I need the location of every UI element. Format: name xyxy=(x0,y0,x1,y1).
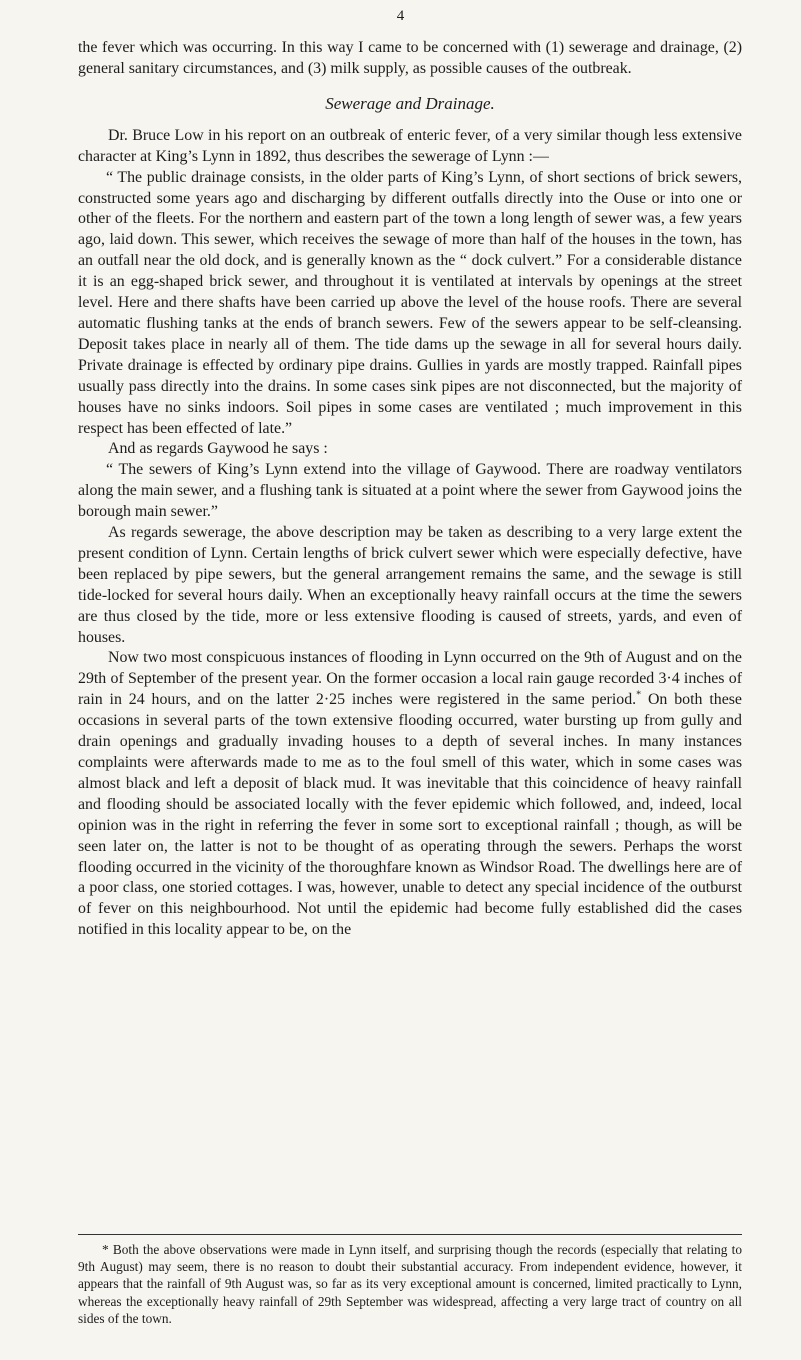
paragraph-gaywood-intro: And as regards Gaywood he says : xyxy=(108,440,328,458)
page-number: 4 xyxy=(396,8,405,24)
paragraph-sewerage-condition: As regards sewerage, the above description may be taken as describing to a very large extent the present condition of Lynn. Certain lengths of brick culvert sewer which were especially defective, have been replaced by pipe sewers, but the general arrangement remains the same, and the sewage is still tide-locked for several hours daily. When an exceptionally heavy rainfall occurs at the time the sewers are thus closed by the tide, more or less extensive flooding is caused of streets, yards, and even of houses. xyxy=(78,524,742,646)
footnote-mark: * xyxy=(636,689,642,701)
paragraph-flooding xyxy=(78,648,742,941)
footnote-area xyxy=(78,1234,742,1327)
intro-paragraph: the fever which was occurring. In this way I came to be concerned with (1) sewerage and drainage, (2) general sanitary circumstances, and (3) milk supply, as possible causes of the outbreak. xyxy=(78,39,742,77)
quote-public-drainage: “ The public drainage consists, in the older parts of King’s Lynn, of short sections of brick sewers, constructed some years ago and discharging by different outfalls directly into the Ouse or into one or other of the fleets. For the northern and eastern part of the town a long length of sewer was, a few years ago, laid down. This sewer, which receives the sewage of more than half of the houses in the town, has an outfall near the old dock, and is generally known as the “ dock culvert.” For a considerable distance it is an egg-shaped brick sewer, and throughout it is ventilated at intervals by openings at the street level. Here and there shafts have been carried up above the level of the house roofs. There are several automatic flushing tanks at the ends of branch sewers. Few of the sewers appear to be self-cleansing. Deposit takes place in nearly all of them. The tide dams up the sewage in all for several hours daily. Private drainage is effected by ordinary pipe drains. Gullies in yards are mostly trapped. Rainfall pipes usually pass directly into the drains. In some cases sink pipes are not disconnected, but the majority of houses have no sinks indoors. Soil pipes in some cases are ventilated ; much improvement in this respect has been effected of late.” xyxy=(78,168,742,437)
flooding-text-part1: Now two most conspicuous instances of flooding in Lynn occurred on the 9th of August and on the 29th of September of the present year. On the former occasion a local rain gauge recorded 3·4 inches of rain in 24 hours, and on the latter 2·25 inches were registered in the same period. xyxy=(78,649,742,709)
flooding-text-part2: On both these occasions in several parts of the town extensive flooding occurred, water bursting up from gully and drain openings and gradually invading houses to a depth of several inches. In many instances complaints were afterwards made to me as to the foul smell of this water, which in some cases was almost black and left a deposit of black mud. It was inevitable that this coincidence of heavy rainfall and flooding should be associated locally with the fever epidemic which followed, and, indeed, local opinion was in the right in referring the fever in some sort to exceptional rainfall ; though, as will be seen later on, the latter is not to be thought of as operating through the sewers. Perhaps the worst flooding occurred in the vicinity of the thoroughfare known as Windsor Road. The dwellings here are of a poor class, one storied cottages. I was, however, unable to detect any special incidence of the outburst of fever on this neighbourhood. Not until the epidemic had become fully established did the cases notified in this locality appear to be, on the xyxy=(78,691,742,939)
paragraph-bruce-low: Dr. Bruce Low in his report on an outbreak of enteric fever, of a very similar though less extensive character at King’s Lynn in 1892, thus describes the sewerage of Lynn :— xyxy=(78,126,742,165)
footnote-text: * Both the above observations were made in Lynn itself, and surprising though the records (especially that relating to 9th August) may seem, there is no reason to doubt their substantial accuracy. From independent evidence, however, it appears that the rainfall of 9th August was, so far as its very exceptional amount is concerned, limited practically to Lynn, whereas the exceptionally heavy rainfall of 29th September was widespread, affecting a very large tract of country on all sides of the town. xyxy=(78,1242,742,1326)
body-text xyxy=(78,38,742,941)
section-heading: Sewerage and Drainage. xyxy=(325,93,495,113)
quote-gaywood-sewers: “ The sewers of King’s Lynn extend into the village of Gaywood. There are roadway ventilators along the main sewer, and a flushing tank is situated at a point where the sewer from Gaywood joins the borough main sewer.” xyxy=(78,461,742,521)
footnote-rule xyxy=(78,1234,742,1235)
